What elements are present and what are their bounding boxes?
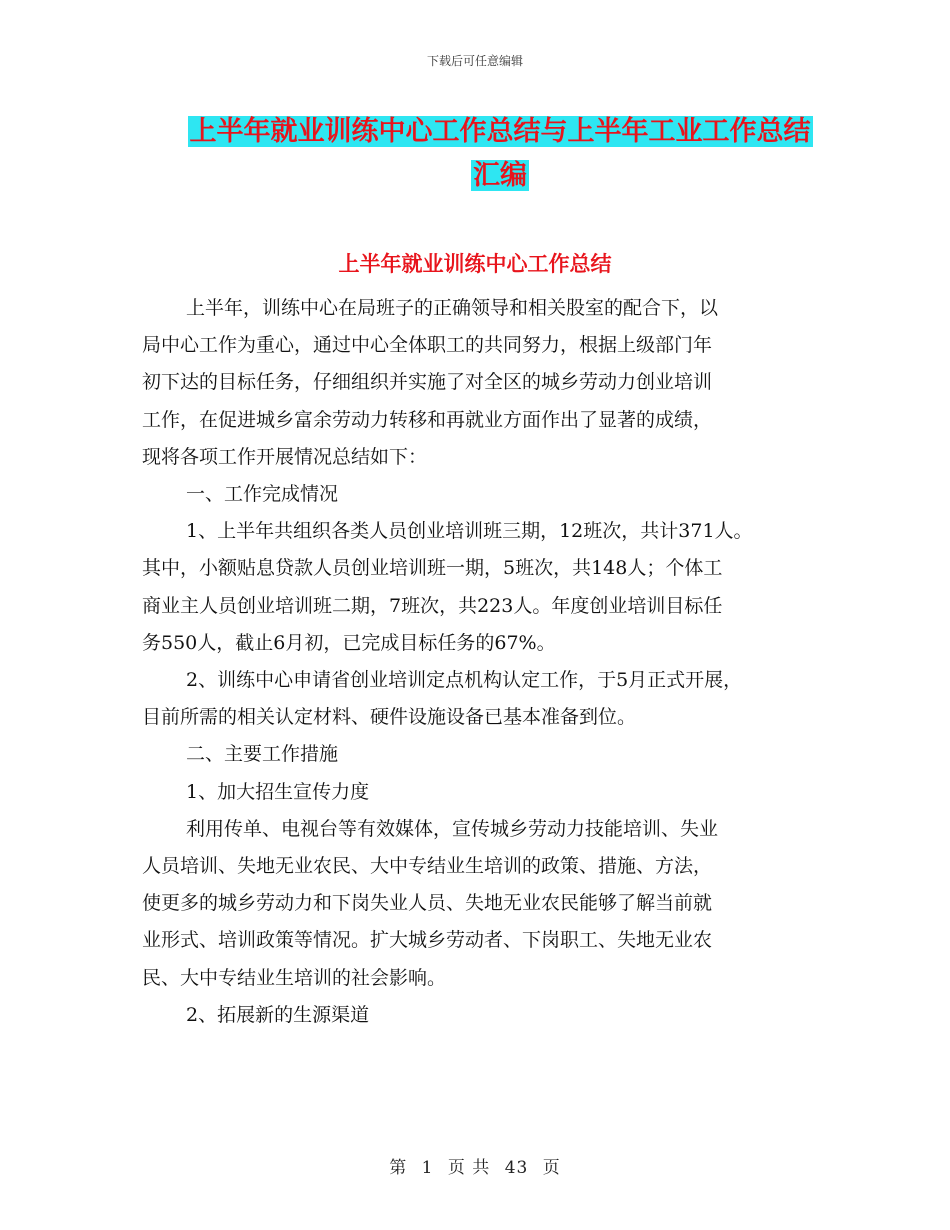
document-title (140, 110, 860, 198)
body-line: 使更多的城乡劳动力和下岗失业人员、失地无业农民能够了解当前就 (142, 892, 713, 915)
body-line: 初下达的目标任务，仔细组织并实施了对全区的城乡劳动力创业培训 (142, 371, 713, 394)
body-line: 业形式、培训政策等情况。扩大城乡劳动者、下岗职工、失地无业农 (142, 929, 713, 952)
page-number: 1 (421, 1158, 434, 1178)
body-line: 一、工作完成情况 (186, 483, 339, 506)
body-line: 工作，在促进城乡富余劳动力转移和再就业方面作出了显著的成绩， (142, 408, 713, 431)
document-title-line2: 汇编 (473, 160, 527, 191)
body-line: 民、大中专结业生培训的社会影响。 (142, 966, 447, 989)
body-line: 现将各项工作开展情况总结如下： (142, 445, 428, 468)
body-line: 2、训练中心申请省创业培训定点机构认定工作，于5月正式开展， (186, 669, 743, 692)
body-line: 商业主人员创业培训班二期，7班次，共223人。年度创业培训目标任 (142, 594, 723, 617)
body-line: 利用传单、电视台等有效媒体，宣传城乡劳动力技能培训、失业 (186, 817, 719, 840)
body-line: 1、上半年共组织各类人员创业培训班三期，12班次，共计371人。 (186, 520, 753, 543)
page-footer (0, 1153, 950, 1178)
page-label-prefix: 第 (389, 1158, 408, 1178)
body-line: 其中，小额贴息贷款人员创业培训班一期，5班次，共148人；个体工 (142, 557, 723, 580)
document-title-line1: 上半年就业训练中心工作总结与上半年工业工作总结 (189, 116, 811, 147)
body-text (142, 290, 810, 1034)
body-line: 2、拓展新的生源渠道 (186, 1003, 370, 1026)
body-line: 局中心工作为重心，通过中心全体职工的共同努力，根据上级部门年 (142, 334, 713, 357)
body-line: 上半年，训练中心在局班子的正确领导和相关股室的配合下，以 (186, 297, 719, 319)
section-title: 上半年就业训练中心工作总结 (338, 251, 612, 276)
total-pages: 43 (504, 1158, 529, 1178)
body-line: 二、主要工作措施 (186, 743, 339, 766)
page-label-suffix: 页 (542, 1158, 561, 1178)
body-line: 目前所需的相关认定材料、硬件设施设备已基本准备到位。 (142, 706, 637, 729)
body-line: 人员培训、失地无业农民、大中专结业生培训的政策、措施、方法， (142, 855, 713, 878)
page-label-mid: 页 共 (447, 1158, 491, 1178)
body-line: 务550人，截止6月初，已完成目标任务的67%。 (142, 631, 556, 654)
header-note: 下载后可任意编辑 (426, 54, 523, 68)
body-line: 1、加大招生宣传力度 (186, 780, 370, 803)
